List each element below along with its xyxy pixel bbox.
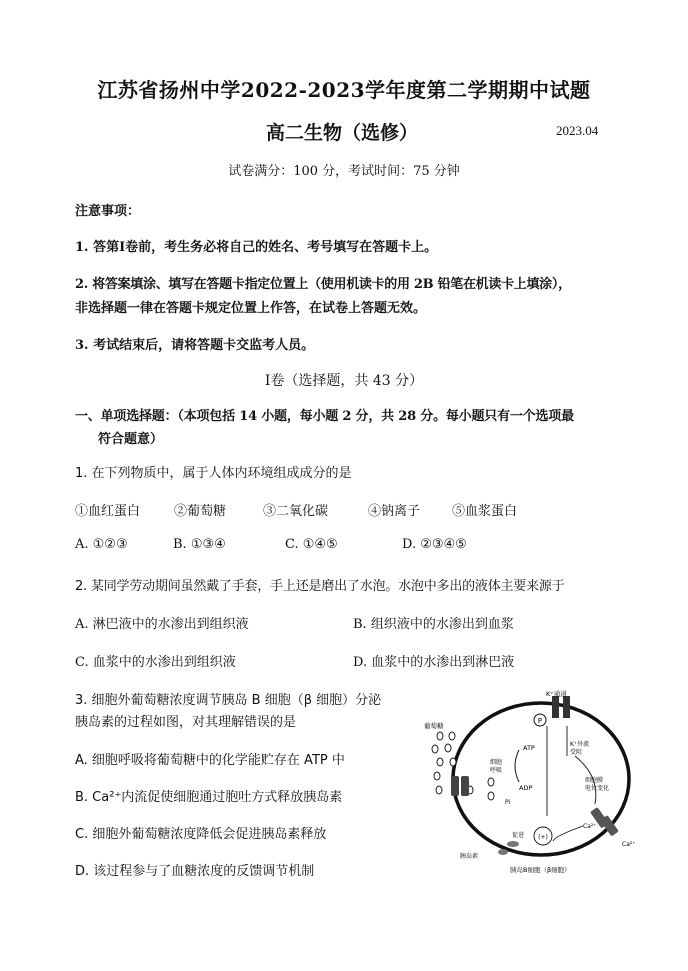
q2-stem: 2. 某同学劳动期间虽然戴了手套，手上还是磨出了水泡。水泡中多出的液体主要来源于 [75,579,565,594]
pi-label: Pi [505,799,511,806]
notice-heading: 注意事项： [75,204,141,219]
ca-label: Ca²⁺ [583,823,597,830]
q1-item: ⑤血浆蛋白 [452,504,518,519]
glucose-label: 葡萄糖 [424,722,444,730]
k-efflux-label: K⁺外流受阻 [570,741,590,756]
q2-option-d: D. 血浆中的水渗出到淋巴液 [353,655,515,670]
ca-arrow [553,826,583,841]
q2-option-c: C. 血浆中的水渗出到组织液 [75,655,236,670]
adp-label: ADP [519,784,533,792]
ca-label-outer: Ca²⁺ [622,841,636,848]
notice-item-2-line-2: 非选择题一律在答题卡规定位置上作答，在试卷上答题无效。 [75,301,427,316]
q1-item: ②葡萄糖 [174,504,227,519]
section-heading-line-2: 符合题意） [98,432,164,447]
q3-option-b: B. Ca²⁺内流促使细胞通过胞吐方式释放胰岛素 [75,790,343,805]
q1-stem: 1. 在下列物质中，属于人体内环境组成成分的是 [75,466,352,481]
q3-option-a: A. 细胞呼吸将葡萄糖中的化学能贮存在 ATP 中 [75,753,345,768]
q2-option-a: A. 淋巴液中的水渗出到组织液 [75,617,249,632]
section-heading-line-1: 一、单项选择题：（本项包括 14 小题，每小题 2 分，共 28 分。每小题只有一个选项最 [75,409,574,424]
insulin-label: 胰岛素 [460,853,479,860]
q1-option-d: D. ②③④⑤ [402,537,467,552]
q1-option-b: B. ①③④ [173,537,226,552]
exam-date: 2023.04 [556,123,599,138]
atp-label: ATP [523,744,535,752]
svg-text:(+): (+) [538,834,548,841]
notice-item-2-line-1: 2. 将答案填涂、填写在答题卡指定位置上（使用机读卡的用 2B 铅笔在机读卡上填涂）， [75,277,571,292]
q3-stem-line-2: 胰岛素的过程如图，对其理解错误的是 [75,715,297,730]
glucose-transporter [451,776,469,796]
page-title: 江苏省扬州中学2022-2023学年度第二学期期中试题 [97,78,591,102]
page-subtitle: 高二生物（选修） [266,122,419,144]
insulin-vesicles [498,827,552,855]
notice-item-1: 1. 答第Ⅰ卷前，考生务必将自己的姓名、考号填写在答题卡上。 [75,240,438,255]
cell-label: 胰岛B细胞（β细胞） [510,866,571,874]
q3-option-c: C. 细胞外葡萄糖浓度降低会促进胰岛素释放 [75,827,327,842]
exam-meta: 试卷满分：100 分，考试时间：75 分钟 [228,164,460,179]
membrane-change-label: 细胞膜电位变化 [585,777,610,792]
q1-option-a: A. ①②③ [75,537,128,552]
k-channel-label: K⁺通道 [546,690,567,698]
notice-item-3: 3. 考试结束后，请将答题卡交监考人员。 [75,338,315,353]
q1-item: ③二氧化碳 [263,504,329,519]
k-channel [534,696,570,726]
respiration-label: 细胞呼吸 [490,759,503,774]
promote-label: 促进 [512,832,525,839]
q3-stem-line-1: 3. 细胞外葡萄糖浓度调节胰岛 B 细胞（β 细胞）分泌 [75,693,382,708]
q1-item: ④钠离子 [368,504,421,519]
q1-item: ①血红蛋白 [75,504,141,519]
q3-option-d: D. 该过程参与了血糖浓度的反馈调节机制 [75,864,315,879]
atp-cycle-arrow [515,750,519,782]
q1-option-c: C. ①④⑤ [285,537,338,552]
svg-text:P: P [537,717,543,725]
q2-option-b: B. 组织液中的水渗出到血浆 [353,617,514,632]
section-title: Ⅰ卷（选择题，共 43 分） [264,373,424,389]
beta-cell-diagram [415,686,650,876]
